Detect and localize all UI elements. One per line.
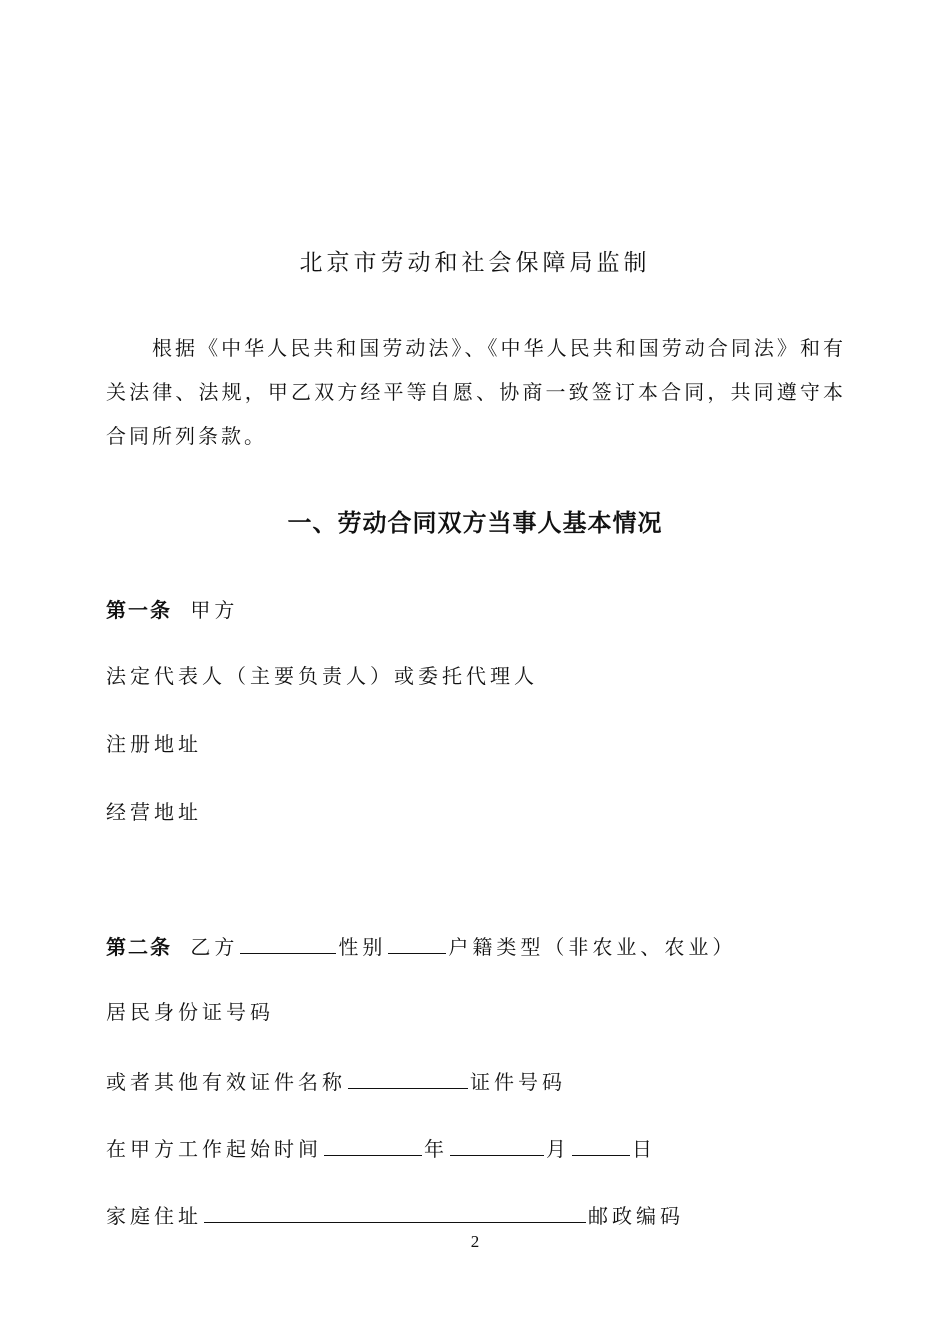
article2-party: 乙方 [190, 935, 239, 959]
article1-line [106, 596, 238, 624]
year-blank[interactable] [324, 1133, 422, 1156]
gender-label: 性别 [338, 935, 387, 959]
home-address-blank[interactable] [204, 1200, 586, 1223]
other-id-name-label: 或者其他有效证件名称 [106, 1070, 346, 1094]
article1-party: 甲方 [190, 598, 239, 622]
biz-address-label: 经营地址 [106, 800, 202, 824]
home-address-line [106, 1200, 684, 1230]
article2-label: 第二条 [106, 935, 172, 959]
reg-address-label: 注册地址 [106, 732, 202, 756]
article2-line [106, 931, 736, 961]
day-blank[interactable] [572, 1133, 630, 1156]
gender-blank[interactable] [388, 931, 446, 954]
start-time-line [106, 1133, 656, 1163]
supervisor-line: 北京市劳动和社会保障局监制 [299, 250, 651, 276]
day-label: 日 [632, 1137, 656, 1161]
other-id-number-label: 证件号码 [470, 1070, 566, 1094]
page-number: 2 [470, 1232, 480, 1251]
start-time-label: 在甲方工作起始时间 [106, 1137, 322, 1161]
name-blank[interactable] [240, 931, 336, 954]
other-id-line [106, 1066, 566, 1096]
intro-paragraph: 根据《中华人民共和国劳动法》、《中华人民共和国劳动合同法》和有关法律、法规，甲乙双方经平等自愿、协商一致签订本合同，共同遵守本合同所列条款。 [106, 336, 846, 448]
month-blank[interactable] [450, 1133, 544, 1156]
month-label: 月 [546, 1137, 570, 1161]
legal-rep-label: 法定代表人（主要负责人）或委托代理人 [106, 664, 538, 688]
article1-label: 第一条 [106, 598, 172, 622]
home-address-label: 家庭住址 [106, 1204, 202, 1228]
other-id-name-blank[interactable] [348, 1066, 468, 1089]
hukou-label: 户籍类型（非农业、农业） [448, 935, 737, 959]
postcode-label: 邮政编码 [588, 1204, 684, 1228]
section-title: 一、劳动合同双方当事人基本情况 [287, 509, 663, 537]
year-label: 年 [424, 1137, 448, 1161]
id-number-label: 居民身份证号码 [106, 1000, 274, 1024]
